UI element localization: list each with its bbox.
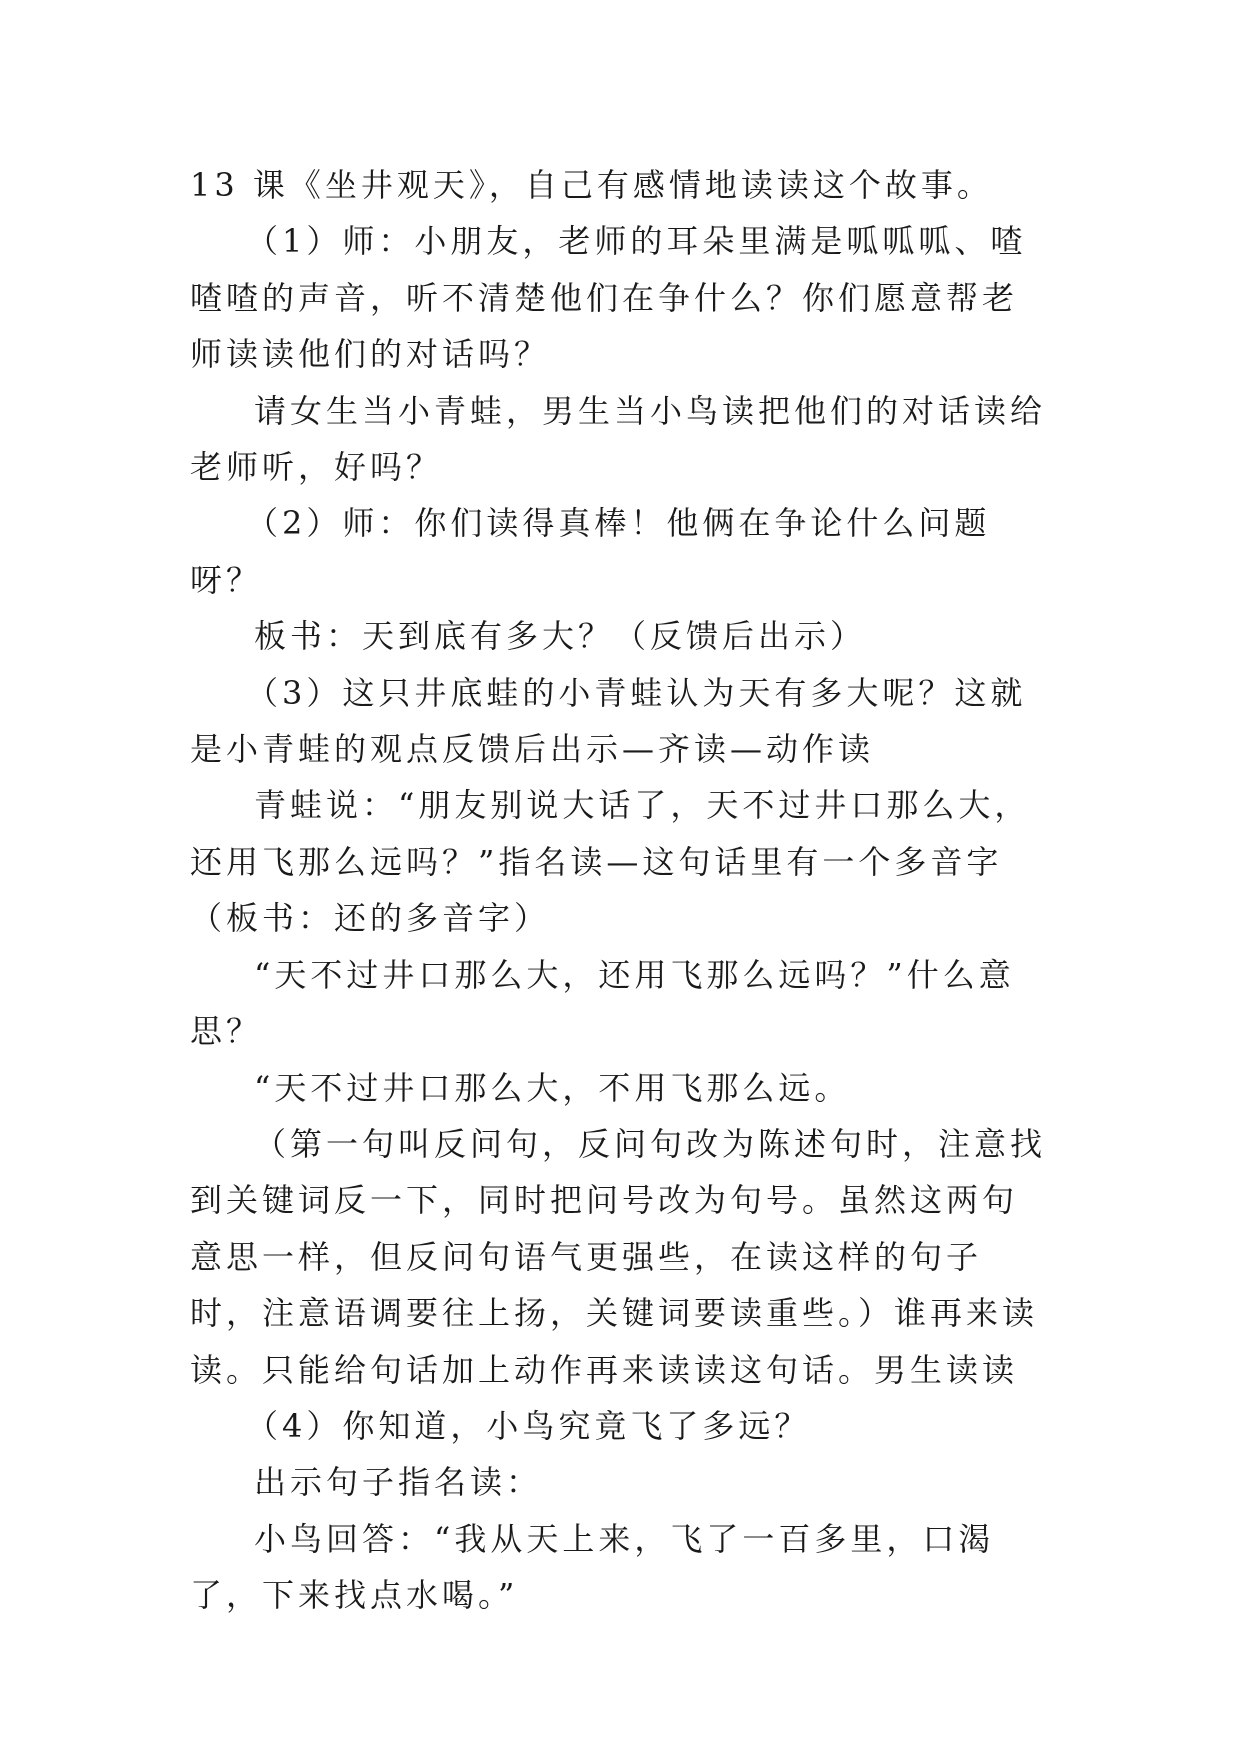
- paragraph-step-1: （1）师：小朋友，老师的耳朵里满是呱呱呱、喳喳喳的声音，听不清楚他们在争什么？你们愿意帮老师读读他们的对话吗？: [190, 222, 1027, 374]
- paragraph-board-writing: 板书：天到底有多大？（反馈后出示）: [254, 617, 867, 656]
- document-body: [190, 157, 1050, 1624]
- paragraph-step-3: （3）这只井底蛙的小青蛙认为天有多大呢？这就是小青蛙的观点反馈后出示—齐读—动作读: [190, 673, 1027, 769]
- paragraph-frog-quote: 青蛙说：“朋友别说大话了，天不过井口那么大，还用飞那么远吗？”指名读—这句话里有一个多音字（板书：还的多音字）: [190, 786, 1031, 938]
- paragraph-statement-sentence: “天不过井口那么大，不用飞那么远。: [254, 1068, 851, 1107]
- paragraph-step-4: （4）你知道，小鸟究竟飞了多远？: [246, 1406, 811, 1445]
- paragraph-question-sentence: “天不过井口那么大，还用飞那么远吗？”什么意思？: [190, 955, 1015, 1051]
- paragraph-lesson-intro: 13 课《坐井观天》，自己有感情地读读这个故事。: [190, 166, 993, 204]
- paragraph-role-reading: 请女生当小青蛙，男生当小鸟读把他们的对话读给老师听，好吗？: [190, 391, 1047, 487]
- paragraph-step-2: （2）师：你们读得真棒！他俩在争论什么问题呀？: [190, 504, 991, 599]
- paragraph-show-sentence: 出示句子指名读：: [254, 1463, 543, 1502]
- paragraph-rhetorical-note: （第一句叫反问句，反问句改为陈述句时，注意找到关键词反一下，同时把问号改为句号。虽然这两句意思一样，但反问句语气更强些，在读这样的句子时，注意语调要往上扬，关键词要读重些。）谁再来读读。只能给句话加上动作再来读读这句话。男生读读: [190, 1124, 1047, 1389]
- paragraph-bird-quote: 小鸟回答：“我从天上来，飞了一百多里，口渴了，下来找点水喝。”: [190, 1519, 995, 1615]
